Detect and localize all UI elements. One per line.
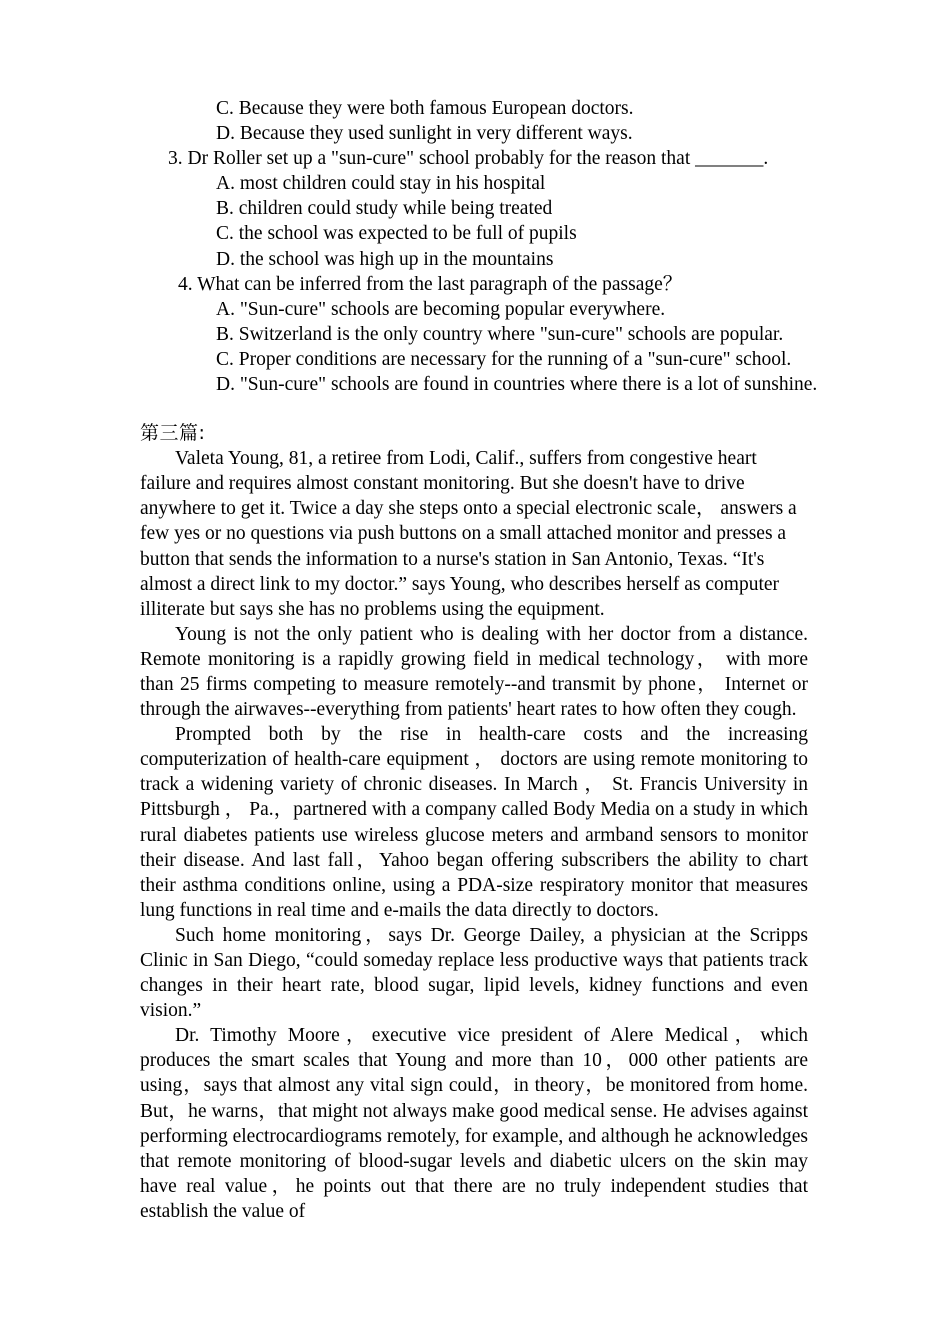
question-stem: 4. What can be inferred from the last paragraph of the passage？ xyxy=(178,273,683,295)
answer-option: D. "Sun-cure" schools are found in countries where there is a lot of sunshine. xyxy=(216,374,818,396)
passage-paragraph: Prompted both by the rise in health-care costs and the increasing computerization of health-care equipment ， doctors are using remote monitoring to track a widening variety of chronic diseases. In March ， St. Francis University in Pittsburgh ， Pa.，partnered with a company called Body Media on a study in which rural diabetes patients use wireless glucose meters and armband sensors to monitor their disease. And last fall，Yahoo began offering subscribers the ability to chart their asthma conditions online, using a PDA-size respiratory monitor that measures lung functions in real time and e-mails the data directly to doctors. xyxy=(140,724,808,921)
answer-option: A. "Sun-cure" schools are becoming popular everywhere. xyxy=(216,298,666,320)
answer-option: D. the school was high up in the mountains xyxy=(216,248,554,270)
answer-option: C. Proper conditions are necessary for the running of a "sun-cure" school. xyxy=(216,348,792,370)
multiple-choice-block xyxy=(140,96,818,397)
passage-paragraph: Such home monitoring，says Dr. George Dailey, a physician at the Scripps Clinic in San Diego, “could someday replace less productive ways that patients track changes in their heart rate, blood sugar, lipid levels, kidney functions and even vision.” xyxy=(140,924,808,1022)
passage-paragraph: Young is not the only patient who is dealing with her doctor from a distance. Remote monitoring is a rapidly growing field in medical technology， with more than 25 firms competing to measure remotely--and transmit by phone， Internet or through the airwaves--everything from patients' heart rates to how often they cough. xyxy=(140,623,808,721)
answer-option: D. Because they used sunlight in very different ways. xyxy=(216,123,633,145)
answer-option: C. the school was expected to be full of pupils xyxy=(216,223,577,245)
question-stem: 3. Dr Roller set up a "sun-cure" school probably for the reason that _______. xyxy=(168,148,769,170)
passage-body xyxy=(140,446,808,1224)
section-heading: 第三篇: xyxy=(140,422,206,445)
answer-option: B. children could study while being treated xyxy=(216,198,553,220)
answer-option: C. Because they were both famous European doctors. xyxy=(216,98,634,119)
passage-paragraph: Dr. Timothy Moore，executive vice president of Alere Medical，which produces the smart scales that Young and more than 10，000 other patients are using，says that almost any vital sign could，in theory，be monitored from home. But，he warns，that might not always make good medical sense. He advises against performing electrocardiograms remotely, for example, and although he acknowledges that remote monitoring of blood-sugar levels and diabetic ulcers on the skin may have real value，he points out that there are no truly independent studies that establish the value of xyxy=(140,1025,808,1222)
answer-option: A. most children could stay in his hospital xyxy=(216,173,546,195)
passage-paragraph: Valeta Young, 81, a retiree from Lodi, Calif., suffers from congestive heart failure and requires almost constant monitoring. But she doesn't have to drive anywhere to get it. Twice a day she steps onto a special electronic scale， answers a few yes or no questions via push buttons on a small attached monitor and presses a button that sends the information to a nurse's station in San Antonio, Texas. “It's almost a direct link to my doctor.” says Young, who describes herself as computer illiterate but says she has no problems using the equipment. xyxy=(140,448,797,620)
answer-option: B. Switzerland is the only country where "sun-cure" schools are popular. xyxy=(216,323,784,345)
